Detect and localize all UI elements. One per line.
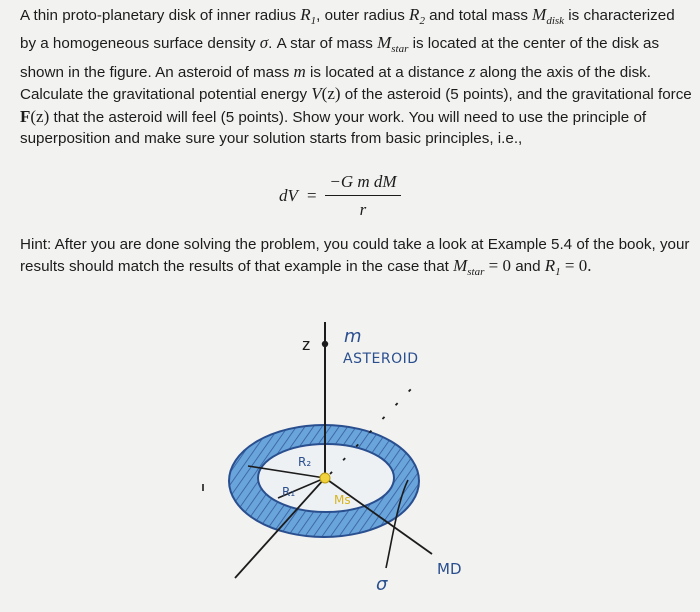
symbol-F-arg: (z) (30, 106, 50, 126)
equation-denominator: r (359, 200, 367, 219)
problem-text: that the asteroid will feel (5 points). Show your work. You will need to use the principle of superposition and make sure your solution starts from basic principles, i.e., (20, 108, 647, 148)
asteroid-dot (322, 341, 328, 347)
symbol-V: V (311, 84, 322, 104)
problem-text: . A star of mass (268, 35, 378, 53)
hint-text: and (510, 258, 545, 276)
symbol-z: z (468, 61, 476, 81)
sigma-label: σ (376, 574, 388, 595)
symbol-R1: R (300, 5, 311, 24)
equation-equals: = (305, 186, 318, 205)
equation-lhs: dV (279, 186, 298, 205)
symbol-Mdisk: M (532, 5, 547, 24)
symbol-Mstar-sub: star (391, 43, 409, 56)
problem-text: along the axis of the disk. Calculate the gravitational potential energy (20, 63, 651, 104)
problem-text: and total mass (424, 7, 533, 24)
problem-statement (20, 4, 692, 150)
hint-symbol-Mstar-sub: star (467, 266, 485, 279)
problem-text: A thin proto-planetary disk of inner radius (20, 7, 301, 24)
symbol-V-arg: (z) (321, 84, 341, 104)
symbol-Mstar: M (377, 33, 392, 53)
hint-paragraph (20, 234, 692, 284)
symbol-R2-sub: 2 (419, 15, 425, 28)
symbol-m: m (293, 61, 306, 81)
symbol-R2: R (409, 5, 420, 24)
Ms-label: Ms (334, 493, 351, 507)
R1-label: R₁ (282, 485, 296, 499)
Md-label: MD (437, 560, 462, 578)
equation-fraction (325, 172, 400, 220)
problem-text: is located at the center of the disk as shown in the figure. An asteroid of mass (20, 35, 660, 81)
R2-label: R₂ (298, 455, 312, 469)
m-label: m (344, 326, 362, 347)
z-label: z (302, 335, 311, 354)
hint-eq-zero: = 0 (484, 256, 511, 276)
problem-text: is characterized by a homogeneous surface density (20, 7, 675, 53)
problem-text: of the asteroid (5 points), and the gravitational force (340, 86, 692, 104)
hint-symbol-R1-sub: 1 (555, 266, 561, 279)
equation-numerator: −G m dM (325, 172, 400, 196)
symbol-F: F (20, 106, 31, 126)
symbol-sigma: σ (259, 33, 269, 53)
disk-figure (0, 300, 700, 612)
symbol-Mdisk-sub: disk (546, 15, 565, 28)
potential-equation (279, 172, 401, 220)
star-dot (320, 473, 330, 483)
asteroid-label: ASTEROID (343, 351, 419, 367)
problem-text: , outer radius (316, 7, 410, 24)
hint-symbol-R1: R (544, 256, 556, 276)
hint-text: Hint: After you are done solving the problem, you could take a look at Example 5.4 of the book, your results should match the results of that example in the case that (20, 236, 690, 276)
hint-symbol-Mstar: M (453, 256, 468, 276)
symbol-R1-sub: 1 (310, 15, 317, 28)
hint-eq-zero: = 0. (560, 256, 592, 276)
problem-text: is located at a distance (305, 63, 469, 81)
